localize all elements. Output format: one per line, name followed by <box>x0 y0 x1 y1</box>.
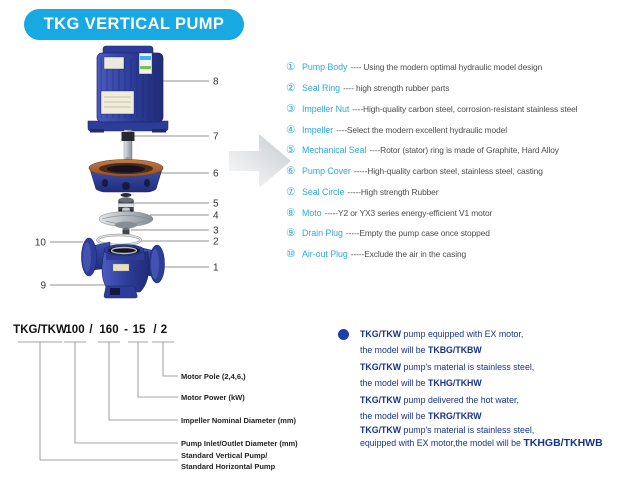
item-number: ④ <box>286 123 296 136</box>
item-number: ⑧ <box>286 206 296 219</box>
bullet-circle-icon <box>338 329 349 340</box>
label-standard-horizontal: Standard Horizontal Pump <box>181 462 276 471</box>
code-segment-power: 15 <box>132 324 146 336</box>
item-number: ① <box>286 61 296 74</box>
label-motor-power: Motor Power (kW) <box>181 393 245 402</box>
callout-8: 8 <box>213 76 219 88</box>
callout-4: 4 <box>213 210 219 222</box>
list-item <box>286 78 616 99</box>
part-name: Seal Circle <box>302 186 345 197</box>
code-segment-series: TKG/TKW <box>13 324 67 336</box>
note-mid: the model will be <box>360 345 428 356</box>
motor-top-label <box>104 57 124 69</box>
model-code-diagram <box>0 315 340 495</box>
code-separator: - <box>124 324 128 336</box>
note-mid: pump equipped with EX motor, <box>401 329 524 339</box>
note-line <box>360 375 614 391</box>
list-item <box>286 57 616 78</box>
part-description: ---- Using the modern optimal hydraulic model design <box>350 62 543 73</box>
callout-1: 1 <box>213 262 219 274</box>
part-name: Air-out Plug <box>302 249 348 260</box>
model-code-row <box>13 324 167 336</box>
callout-2: 2 <box>213 236 219 248</box>
note-pre: TKG/TKW <box>360 329 402 339</box>
pump-body-label <box>113 264 129 271</box>
list-item <box>286 119 616 140</box>
item-number: ⑤ <box>286 144 296 157</box>
exploded-pump-diagram <box>28 42 232 312</box>
label-motor-pole: Motor Pole (2,4,6,) <box>181 372 246 381</box>
code-connector-lines <box>18 342 178 460</box>
list-item <box>286 182 616 203</box>
parts-list <box>286 57 616 265</box>
part-description: ----Rotor (stator) ring is made of Graphite, Hard Alloy <box>369 145 559 156</box>
code-separator: / <box>153 324 157 336</box>
note-line <box>360 359 614 375</box>
item-number: ② <box>286 82 296 95</box>
list-item <box>286 244 616 265</box>
part-name: Drain Plug <box>302 228 343 239</box>
part-name: Impeller <box>302 124 334 135</box>
callout-6: 6 <box>213 168 219 180</box>
item-number: ③ <box>286 102 296 115</box>
part-name: Moto <box>302 207 322 218</box>
impeller-illustration <box>99 208 153 229</box>
item-number: ⑥ <box>286 165 296 178</box>
item-number: ⑩ <box>286 248 296 261</box>
note-pre: TKG/TKW <box>360 361 402 372</box>
part-name: Impeller Nut <box>302 103 350 114</box>
note-line <box>360 342 614 358</box>
item-number: ⑨ <box>286 227 296 240</box>
note-post: TKRG/TKRW <box>427 411 482 422</box>
motor-illustration <box>88 46 168 133</box>
note-post: TKHG/TKHW <box>427 378 482 389</box>
part-description: -----High strength Rubber <box>347 186 439 197</box>
note-line <box>360 326 614 342</box>
model-variant-notes <box>336 326 614 450</box>
note-pre: TKG/TKW <box>360 425 402 436</box>
part-description: ----High-quality carbon steel, corrosion-resistant stainless steel <box>352 103 578 114</box>
pump-cover-illustration <box>89 160 163 193</box>
note-post: TKHGB/TKHWB <box>523 437 603 450</box>
list-item <box>286 140 616 161</box>
page-title: TKG VERTICAL PUMP <box>43 15 225 33</box>
note-mid: pump's material is stainless steel, <box>401 425 535 436</box>
list-item <box>286 161 616 182</box>
right-arrow-icon <box>227 131 293 191</box>
code-segment-inlet: 100 <box>65 324 85 336</box>
note-mid: pump's material is stainless steel, <box>401 361 535 372</box>
part-description: -----Exclude the air in the casing <box>350 249 467 260</box>
code-segment-pole: 2 <box>160 324 168 336</box>
callout-9: 9 <box>40 280 46 292</box>
motor-nameplate <box>101 91 134 114</box>
note-mid: pump delivered the hot water, <box>401 394 519 405</box>
part-description: ---- high strength rubber parts <box>343 83 450 94</box>
list-item <box>286 223 616 244</box>
callout-7: 7 <box>213 131 219 143</box>
pump-body-illustration <box>82 238 165 298</box>
note-line <box>360 392 614 408</box>
part-name: Seal Ring <box>302 83 341 94</box>
impeller-nut-illustration <box>123 228 130 235</box>
part-description: -----High-quality carbon steel, stainless steel, casting <box>353 166 543 177</box>
shaft-illustration <box>122 130 135 161</box>
callout-10: 10 <box>34 237 46 249</box>
note-line <box>360 437 614 450</box>
code-labels <box>181 372 298 471</box>
note-lines <box>360 326 614 450</box>
drain-foot <box>104 286 137 298</box>
callout-5: 5 <box>213 198 219 210</box>
code-separator: / <box>89 324 93 336</box>
part-description: ----Select the modern excellent hydraulic model <box>336 124 507 135</box>
list-item <box>286 202 616 223</box>
part-name: Pump Body <box>302 62 348 73</box>
note-mid: equipped with EX motor,the model will be <box>360 438 524 449</box>
part-description: -----Y2 or YX3 series energy-efficient V1 motor <box>324 207 493 218</box>
note-line <box>360 408 614 424</box>
title-banner <box>24 9 244 40</box>
callout-3: 3 <box>213 225 219 237</box>
note-line <box>360 424 614 437</box>
part-name: Mechanical Seal <box>302 145 367 156</box>
label-inlet-outlet: Pump Inlet/Outlet Diameter (mm) <box>181 439 298 448</box>
list-item <box>286 99 616 120</box>
part-name: Pump Cover <box>302 166 351 177</box>
part-description: -----Empty the pump case once stopped <box>345 228 490 239</box>
label-standard-vertical: Standard Vertical Pump/ <box>181 451 268 460</box>
code-segment-impeller: 160 <box>99 324 119 336</box>
label-impeller-diameter: Impeller Nominal Diameter (mm) <box>181 416 297 425</box>
note-mid: the model will be <box>360 411 428 422</box>
item-number: ⑦ <box>286 185 296 198</box>
note-mid: the model will be <box>360 378 428 389</box>
note-pre: TKG/TKW <box>360 394 402 405</box>
note-post: TKBG/TKBW <box>427 345 482 356</box>
